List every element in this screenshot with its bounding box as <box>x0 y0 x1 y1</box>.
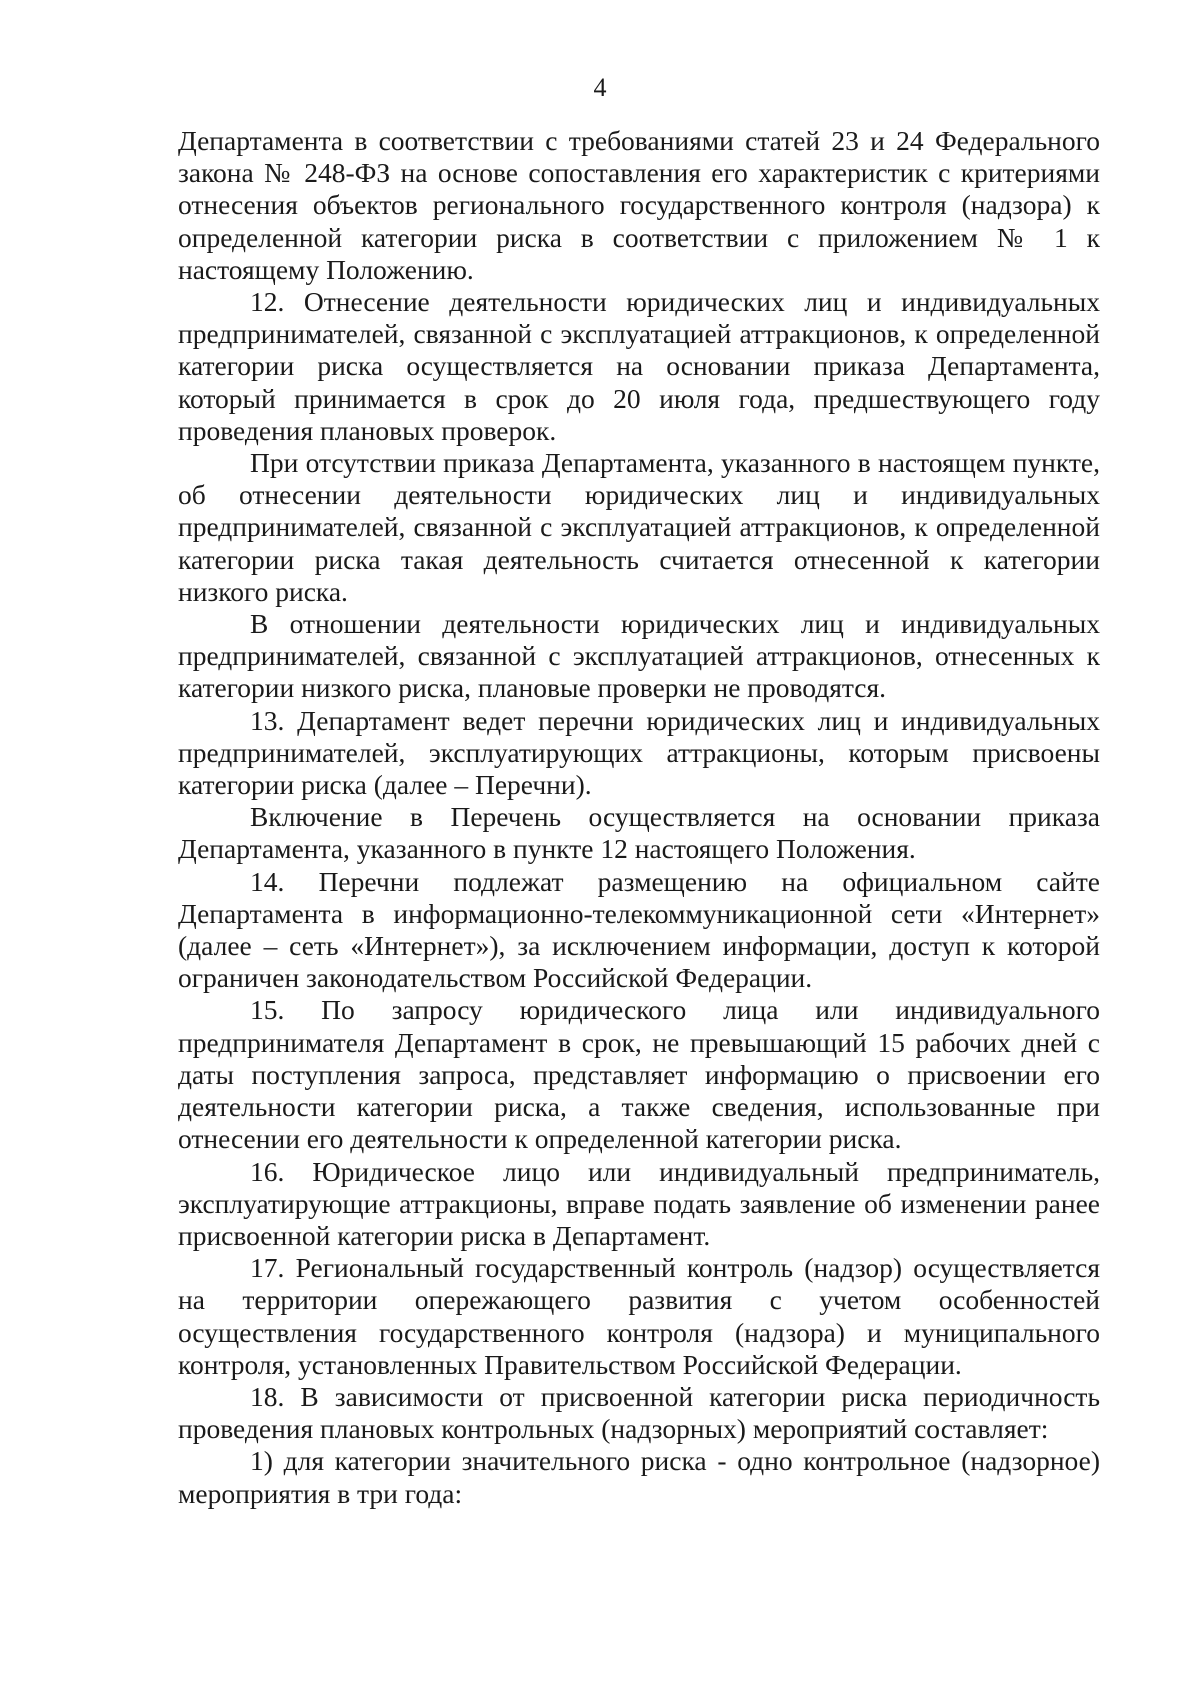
page-number: 4 <box>593 73 607 102</box>
paragraph-13: 13. Департамент ведет перечни юридических лиц и индивидуальных предпринимателей, эксплуатирующих аттракционы, которым присвоены категории риска (далее – Перечни). <box>178 704 1100 801</box>
paragraph-18-item-1: 1) для категории значительного риска - одно контрольное (надзорное) мероприятия в три года: <box>178 1445 1100 1509</box>
paragraph-18: 18. В зависимости от присвоенной категории риска периодичность проведения плановых контрольных (надзорных) мероприятий составляет: <box>178 1380 1100 1445</box>
paragraph-13-inclusion: Включение в Перечень осуществляется на основании приказа Департамента, указанного в пункте 12 настоящего Положения. <box>178 801 1100 865</box>
paragraph-12-absence: При отсутствии приказа Департамента, указанного в настоящем пункте, об отнесении деятельности юридических лиц и индивидуальных предпринимателей, связанной с эксплуатацией аттракционов, к определенной категории риска такая деятельность считается отнесенной к категории низкого риска. <box>178 447 1100 607</box>
document-body <box>178 125 1100 1510</box>
paragraph-16: 16. Юридическое лицо или индивидуальный предприниматель, эксплуатирующие аттракционы, вправе подать заявление об изменении ранее присвоенной категории риска в Департамент. <box>178 1155 1100 1251</box>
paragraph-14: 14. Перечни подлежат размещению на официальном сайте Департамента в информационно-телекоммуникационной сети «Интернет» (далее – сеть «Интернет»), за исключением информации, доступ к которой ограничен законодательством Российской Федерации. <box>178 865 1100 994</box>
paragraph-12: 12. Отнесение деятельности юридических лиц и индивидуальных предпринимателей, связанной с эксплуатацией аттракционов, к определенной категории риска осуществляется на основании приказа Департамента, который принимается в срок до 20 июля года, предшествующего году проведения плановых проверок. <box>178 286 1100 446</box>
paragraph-continuation: Департамента в соответствии с требованиями статей 23 и 24 Федерального закона № 248-ФЗ на основе сопоставления его характеристик с критериями отнесения объектов регионального государственного контроля (надзора) к определенной категории риска в соответствии с приложением № 1 к настоящему Положению. <box>178 125 1100 285</box>
paragraph-12-low-risk: В отношении деятельности юридических лиц и индивидуальных предпринимателей, связанной с эксплуатацией аттракционов, отнесенных к категории низкого риска, плановые проверки не проводятся. <box>178 608 1100 704</box>
paragraph-17: 17. Региональный государственный контроль (надзор) осуществляется на территории опережающего развития с учетом особенностей осуществления государственного контроля (надзора) и муниципального контроля, установленных Правительством Российской Федерации. <box>178 1252 1100 1380</box>
paragraph-15: 15. По запросу юридического лица или индивидуального предпринимателя Департамент в срок, не превышающий 15 рабочих дней с даты поступления запроса, представляет информацию о присвоении его деятельности категории риска, а также сведения, использованные при отнесении его деятельности к определенной категории риска. <box>178 994 1100 1155</box>
